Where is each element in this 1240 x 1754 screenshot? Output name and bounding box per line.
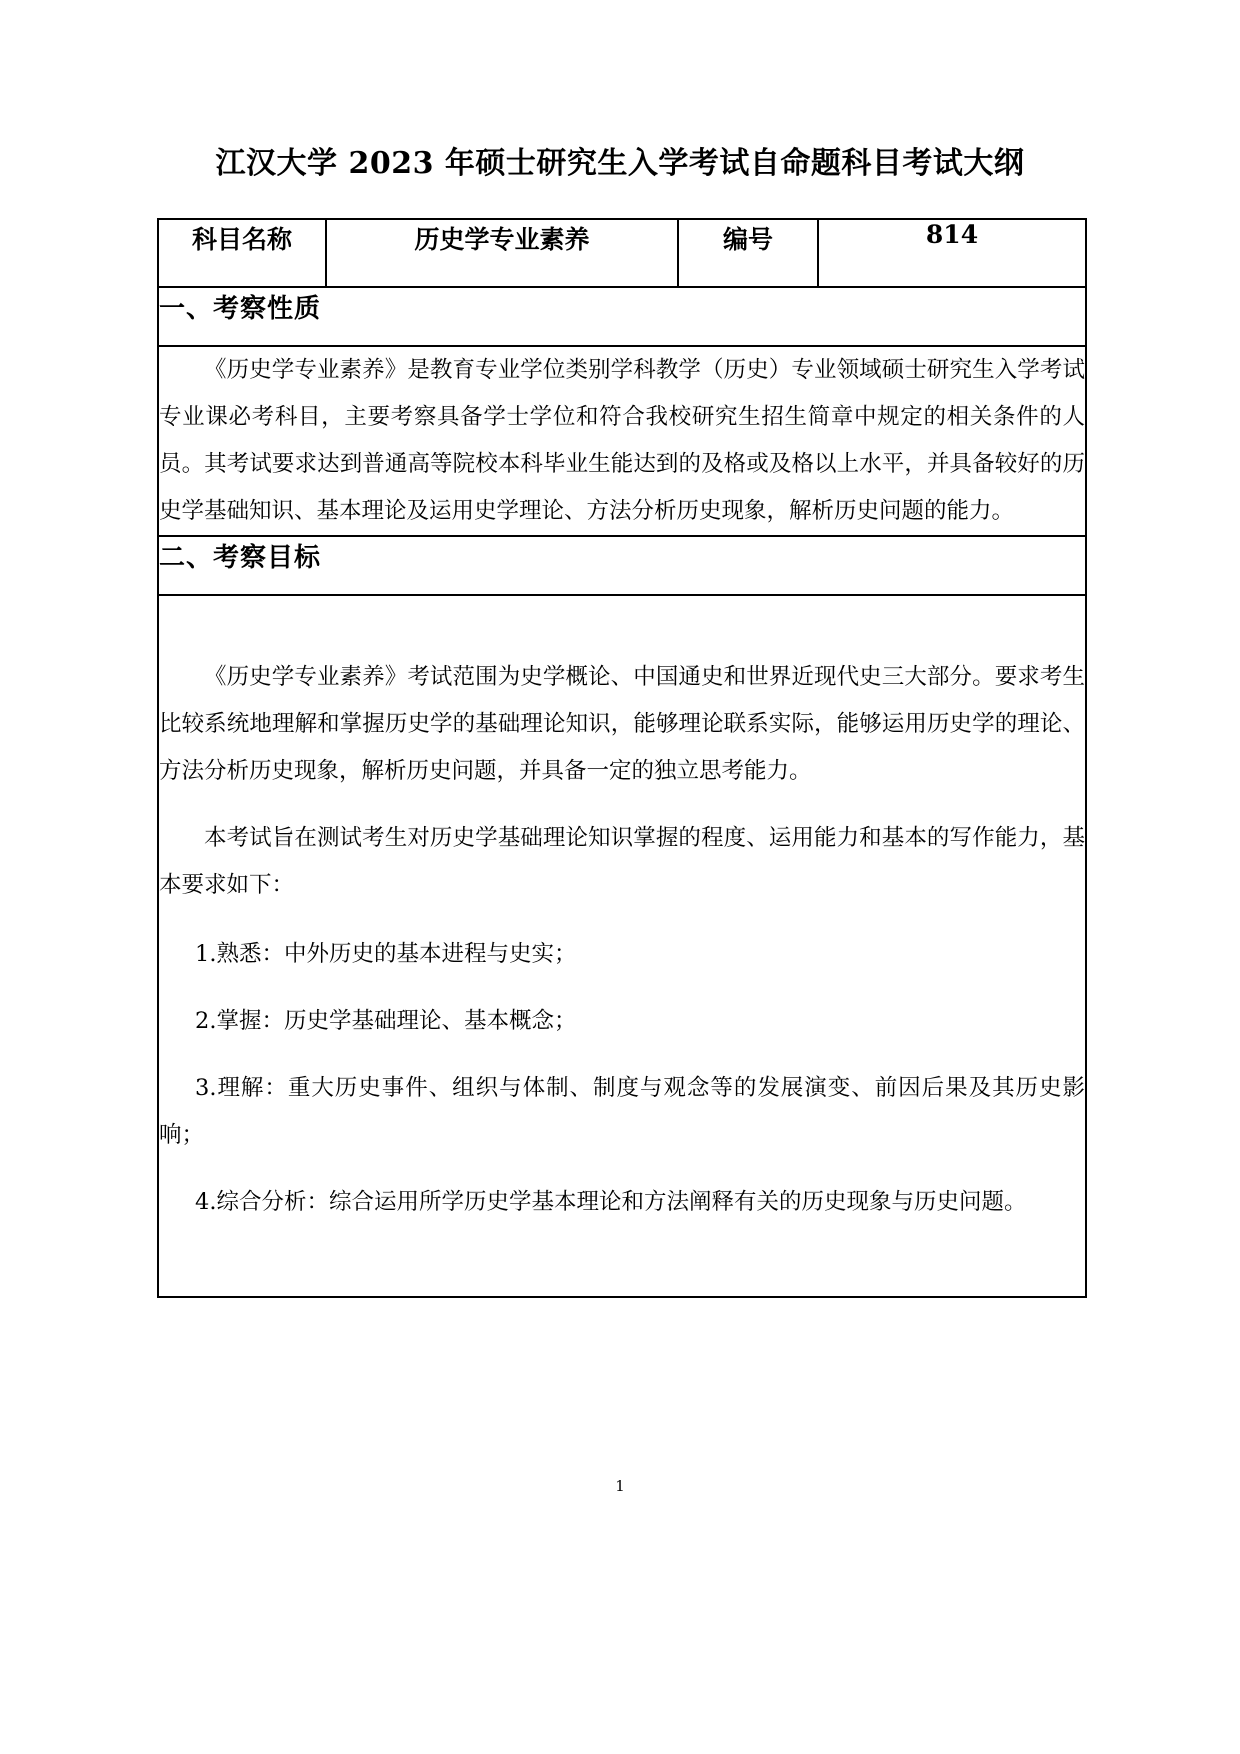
table-row-section-2-heading <box>158 536 1086 595</box>
subject-code-value: 814 <box>818 219 1086 287</box>
list-item: 3.理解：重大历史事件、组织与体制、制度与观念等的发展演变、前因后果及其历史影响； <box>159 1075 1085 1148</box>
subject-name-value: 历史学专业素养 <box>326 219 678 287</box>
list-item: 4.综合分析：综合运用所学历史学基本理论和方法阐释有关的历史现象与历史问题。 <box>195 1189 1027 1215</box>
page-number: 1 <box>615 1477 625 1495</box>
table-row-section-2-body <box>158 595 1086 1297</box>
paragraph: 《历史学专业素养》是教育专业学位类别学科教学（历史）专业领域硕士研究生入学考试专业课必考科目，主要考察具备学士学位和符合我校研究生招生简章中规定的相关条件的人员。其考试要求达到普通高等院校本科毕业生能达到的及格或及格以上水平，并具备较好的历史学基础知识、基本理论及运用史学理论、方法分析历史现象，解析历史问题的能力。 <box>159 357 1085 524</box>
section-body-nature <box>158 346 1086 536</box>
section-body-objectives <box>158 595 1086 1297</box>
list-item: 1.熟悉：中外历史的基本进程与史实； <box>195 941 577 967</box>
table-row-subject-info <box>158 219 1086 287</box>
paragraph: 本考试旨在测试考生对历史学基础理论知识掌握的程度、运用能力和基本的写作能力，基本要求如下： <box>159 825 1085 898</box>
section-heading-objectives: 二、考察目标 <box>158 536 1086 595</box>
subject-name-label: 科目名称 <box>158 219 326 287</box>
table-row-section-1-heading <box>158 287 1086 346</box>
subject-code-label: 编号 <box>678 219 818 287</box>
paragraph: 《历史学专业素养》考试范围为史学概论、中国通史和世界近现代史三大部分。要求考生比较系统地理解和掌握历史学的基础理论知识，能够理论联系实际，能够运用历史学的理论、方法分析历史现象，解析历史问题，并具备一定的独立思考能力。 <box>159 664 1085 784</box>
section-heading-nature: 一、考察性质 <box>158 287 1086 346</box>
list-item: 2.掌握：历史学基础理论、基本概念； <box>195 1008 577 1034</box>
table-row-section-1-body <box>158 346 1086 536</box>
exam-outline-table <box>157 218 1087 1298</box>
page-title: 江汉大学 2023 年硕士研究生入学考试自命题科目考试大纲 <box>215 146 1025 181</box>
